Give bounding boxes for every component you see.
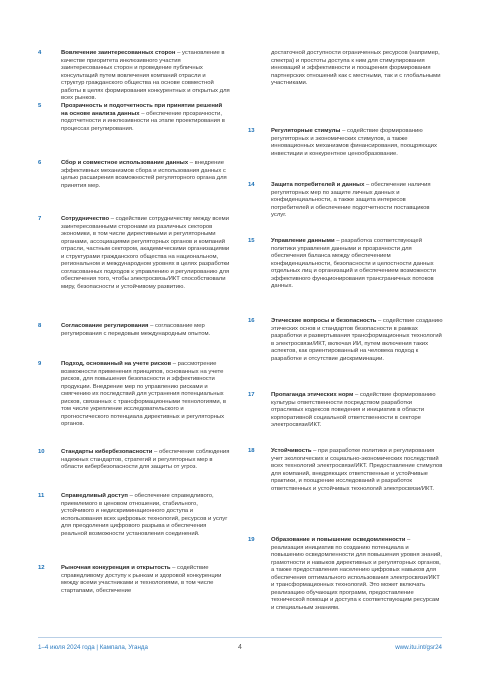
item-text: – обеспечение соблюдения надежных стандартов, стратегий и регуляторных мер в области кибербезопасности для защиты от угроз.	[61, 449, 230, 471]
item-text: – при разработке политики и регулирования учет экологических и социально-экономических последствий всех технологий электросвязи/ИКТ. Предоставление стимулов для компаний, внедряющих ответственные и устойчивые практики, и поощрение исследований и разработок ответственных и устойчивых технологий электросвязи/ИКТ.	[271, 448, 443, 492]
item-title: Вовлечение заинтересованных сторон	[61, 50, 178, 56]
item-text: – разработка соответствующей политики управления данными и прозрачности для обеспечения баланса между обеспечением конфиденциальности, безопасности и целостности данных отдельных лиц и организаций и обеспечением возможности эффективного функционирования трансграничных потоков данных.	[271, 238, 436, 290]
list-item	[38, 493, 230, 538]
item-text: – содействие сотрудничеству между всеми заинтересованными сторонами из различных секторов экономики, в том числе директивными и регуляторными органами, ассоциациями регуляторных органов и компаний отрасли, частным сектором, академическими организациями и структурами гражданского общества на национальном, региональном и международном уровнях в целях разработки согласованных подходов к управлению и регулированию для обеспечения того, чтобы электросвязь/ИКТ способствовали миру, безопасности и устойчивому развитию.	[61, 216, 230, 290]
list-item	[38, 216, 230, 291]
page-number: 4	[238, 644, 242, 651]
item-text: – обеспечение наличия регуляторных мер по защите личных данных и конфиденциальности, а также защита интересов потребителей и обеспечение подотчетности поставщиков услуг.	[271, 182, 431, 219]
continued-text: достаточной доступности ограниченных ресурсов (например, спектра) и простоты доступа к ним для стимулирования инноваций и эффективности и поощрения формирования партнерских отношений как с местными, так и с глобальными участниками.	[271, 50, 441, 87]
item-text: – содействие созданию этических основ и стандартов безопасности в рамках разработки и развертывания трансформационных технологий в электросвязи/ИКТ, включая ИИ, путем включения таких аспектов, как ориентированный на человека подход к разработке и отсутствие дискриминации.	[271, 318, 443, 362]
list-item	[248, 448, 443, 493]
item-text: – обеспечение справедливого, приемлемого в ценовом отношении, стабильного, устойчивого и недискриминационного доступа и использования всех цифровых технологий, ресурсов и услуг для преодоления цифрового разрыва и обеспечения реальной возможности установления соединений.	[61, 493, 228, 537]
item-title: Подход, основанный на учете рисков	[61, 361, 173, 367]
item-title: Образование и повышение осведомленности	[271, 537, 408, 543]
item-number: 19	[248, 537, 255, 543]
list-item	[248, 182, 443, 220]
item-text: – установление в качестве приоритета инклюзивного участия заинтересованных сторон и проведение публичных консультаций путем вовлечения компаний отрасли и структур гражданского общества на основе совместной работы в целях формирования конкурентных и открытых для всех рынков.	[61, 50, 230, 102]
item-number: 14	[248, 182, 255, 188]
item-title: Пропаганда этических норм	[271, 392, 355, 398]
item-title: Регуляторные стимулы	[271, 128, 343, 134]
list-item	[248, 537, 443, 612]
item-text: – реализация инициатив по созданию потенциала и повышению осведомленности для повышения уровня знаний, грамотности и навыков директивных и регуляторных органов, а также предоставления населению цифровых навыков для обеспечения оптимального использования электросвязи/ИКТ и трансформационных технологий. Это может включать реализацию обучающих программ, предоставление технической помощи и доступа к соответствующим ресурсам и специальным знаниям.	[271, 537, 442, 611]
item-number: 10	[38, 449, 45, 455]
item-title: Защита потребителей и данных	[271, 182, 366, 188]
item-title: Сбор и совместное использование данных	[61, 160, 190, 166]
item-text: – рассмотрение возможности применения принципов, основанных на учете рисков, для повышения безопасности и эффективности продукции. Внедрение мер по управлению рисками и смягчению их последствий для устранения потенциальных рисков, связанных с трансформационными технологиями, в том числе укрепление исследовательского и прогностического потенциала директивных и регуляторных органов.	[61, 361, 227, 428]
list-item	[38, 565, 230, 595]
item-title: Согласование регулирования	[61, 323, 151, 329]
list-item	[248, 238, 443, 291]
list-item	[248, 318, 443, 363]
item-title: Устойчивость	[271, 448, 314, 454]
item-number: 13	[248, 128, 255, 134]
item-number: 16	[248, 318, 255, 324]
item-number: 9	[38, 361, 42, 367]
list-item	[38, 50, 230, 103]
footer-divider	[38, 637, 442, 638]
item-title: Справедливый доступ	[61, 493, 130, 499]
list-item	[248, 128, 443, 158]
item-number: 5	[38, 103, 42, 109]
page-footer	[0, 641, 480, 655]
item-number: 7	[38, 216, 42, 222]
item-text: – содействие формированию культуры ответственности посредством разработки отраслевых кодексов поведения и инициатив в области корпоративной социальной ответственности в секторе электросвязи/ИКТ.	[271, 392, 436, 429]
list-item	[38, 103, 230, 133]
list-item	[38, 361, 230, 429]
item-number: 11	[38, 493, 45, 499]
footer-event: 1–4 июля 2024 года | Кампала, Уганда	[38, 644, 148, 651]
footer-link[interactable]: www.itu.int/gsr24	[395, 644, 442, 651]
item-title: Этические вопросы и безопасность	[271, 318, 378, 324]
item-title: Управление данными	[271, 238, 337, 244]
item-text: – содействие формированию регуляторных и экономических стимулов, а также инновационных механизмов финансирования, поощряющих инвестиции и конкурентное ценообразование.	[271, 128, 437, 157]
item-number: 12	[38, 565, 45, 571]
list-item	[38, 160, 230, 190]
item-title: Рыночная конкуренция и открытость	[61, 565, 173, 571]
item-number: 17	[248, 392, 255, 398]
item-title: Прозрачность и подотчетность при принятии решений на основе анализа данных	[61, 103, 223, 117]
item-number: 6	[38, 160, 42, 166]
item-number: 4	[38, 50, 42, 56]
item-text: – согласование мер регулирования с передовым международным опытом.	[61, 323, 211, 337]
list-item	[38, 323, 230, 338]
list-item	[248, 392, 443, 430]
list-item	[38, 449, 230, 472]
item-number: 18	[248, 448, 255, 454]
item-text: – содействие справедливому доступу к рынкам и здоровой конкуренции между всеми участниками и технологиями, в том числе стартапами, обеспечение	[61, 565, 222, 594]
item-text: – обеспечение прозрачности, подотчетности и инклюзивности на этапе проектирования в процессах регулирования.	[61, 110, 225, 132]
item-number: 8	[38, 323, 42, 329]
item-number: 15	[248, 238, 255, 244]
item-title: Стандарты кибербезопасности	[61, 449, 155, 455]
item-text: – внедрение эффективных механизмов сбора и использования данных с целью расширения возможностей регуляторного органа для принятия мер.	[61, 160, 227, 189]
item-title: Сотрудничество	[61, 216, 111, 222]
